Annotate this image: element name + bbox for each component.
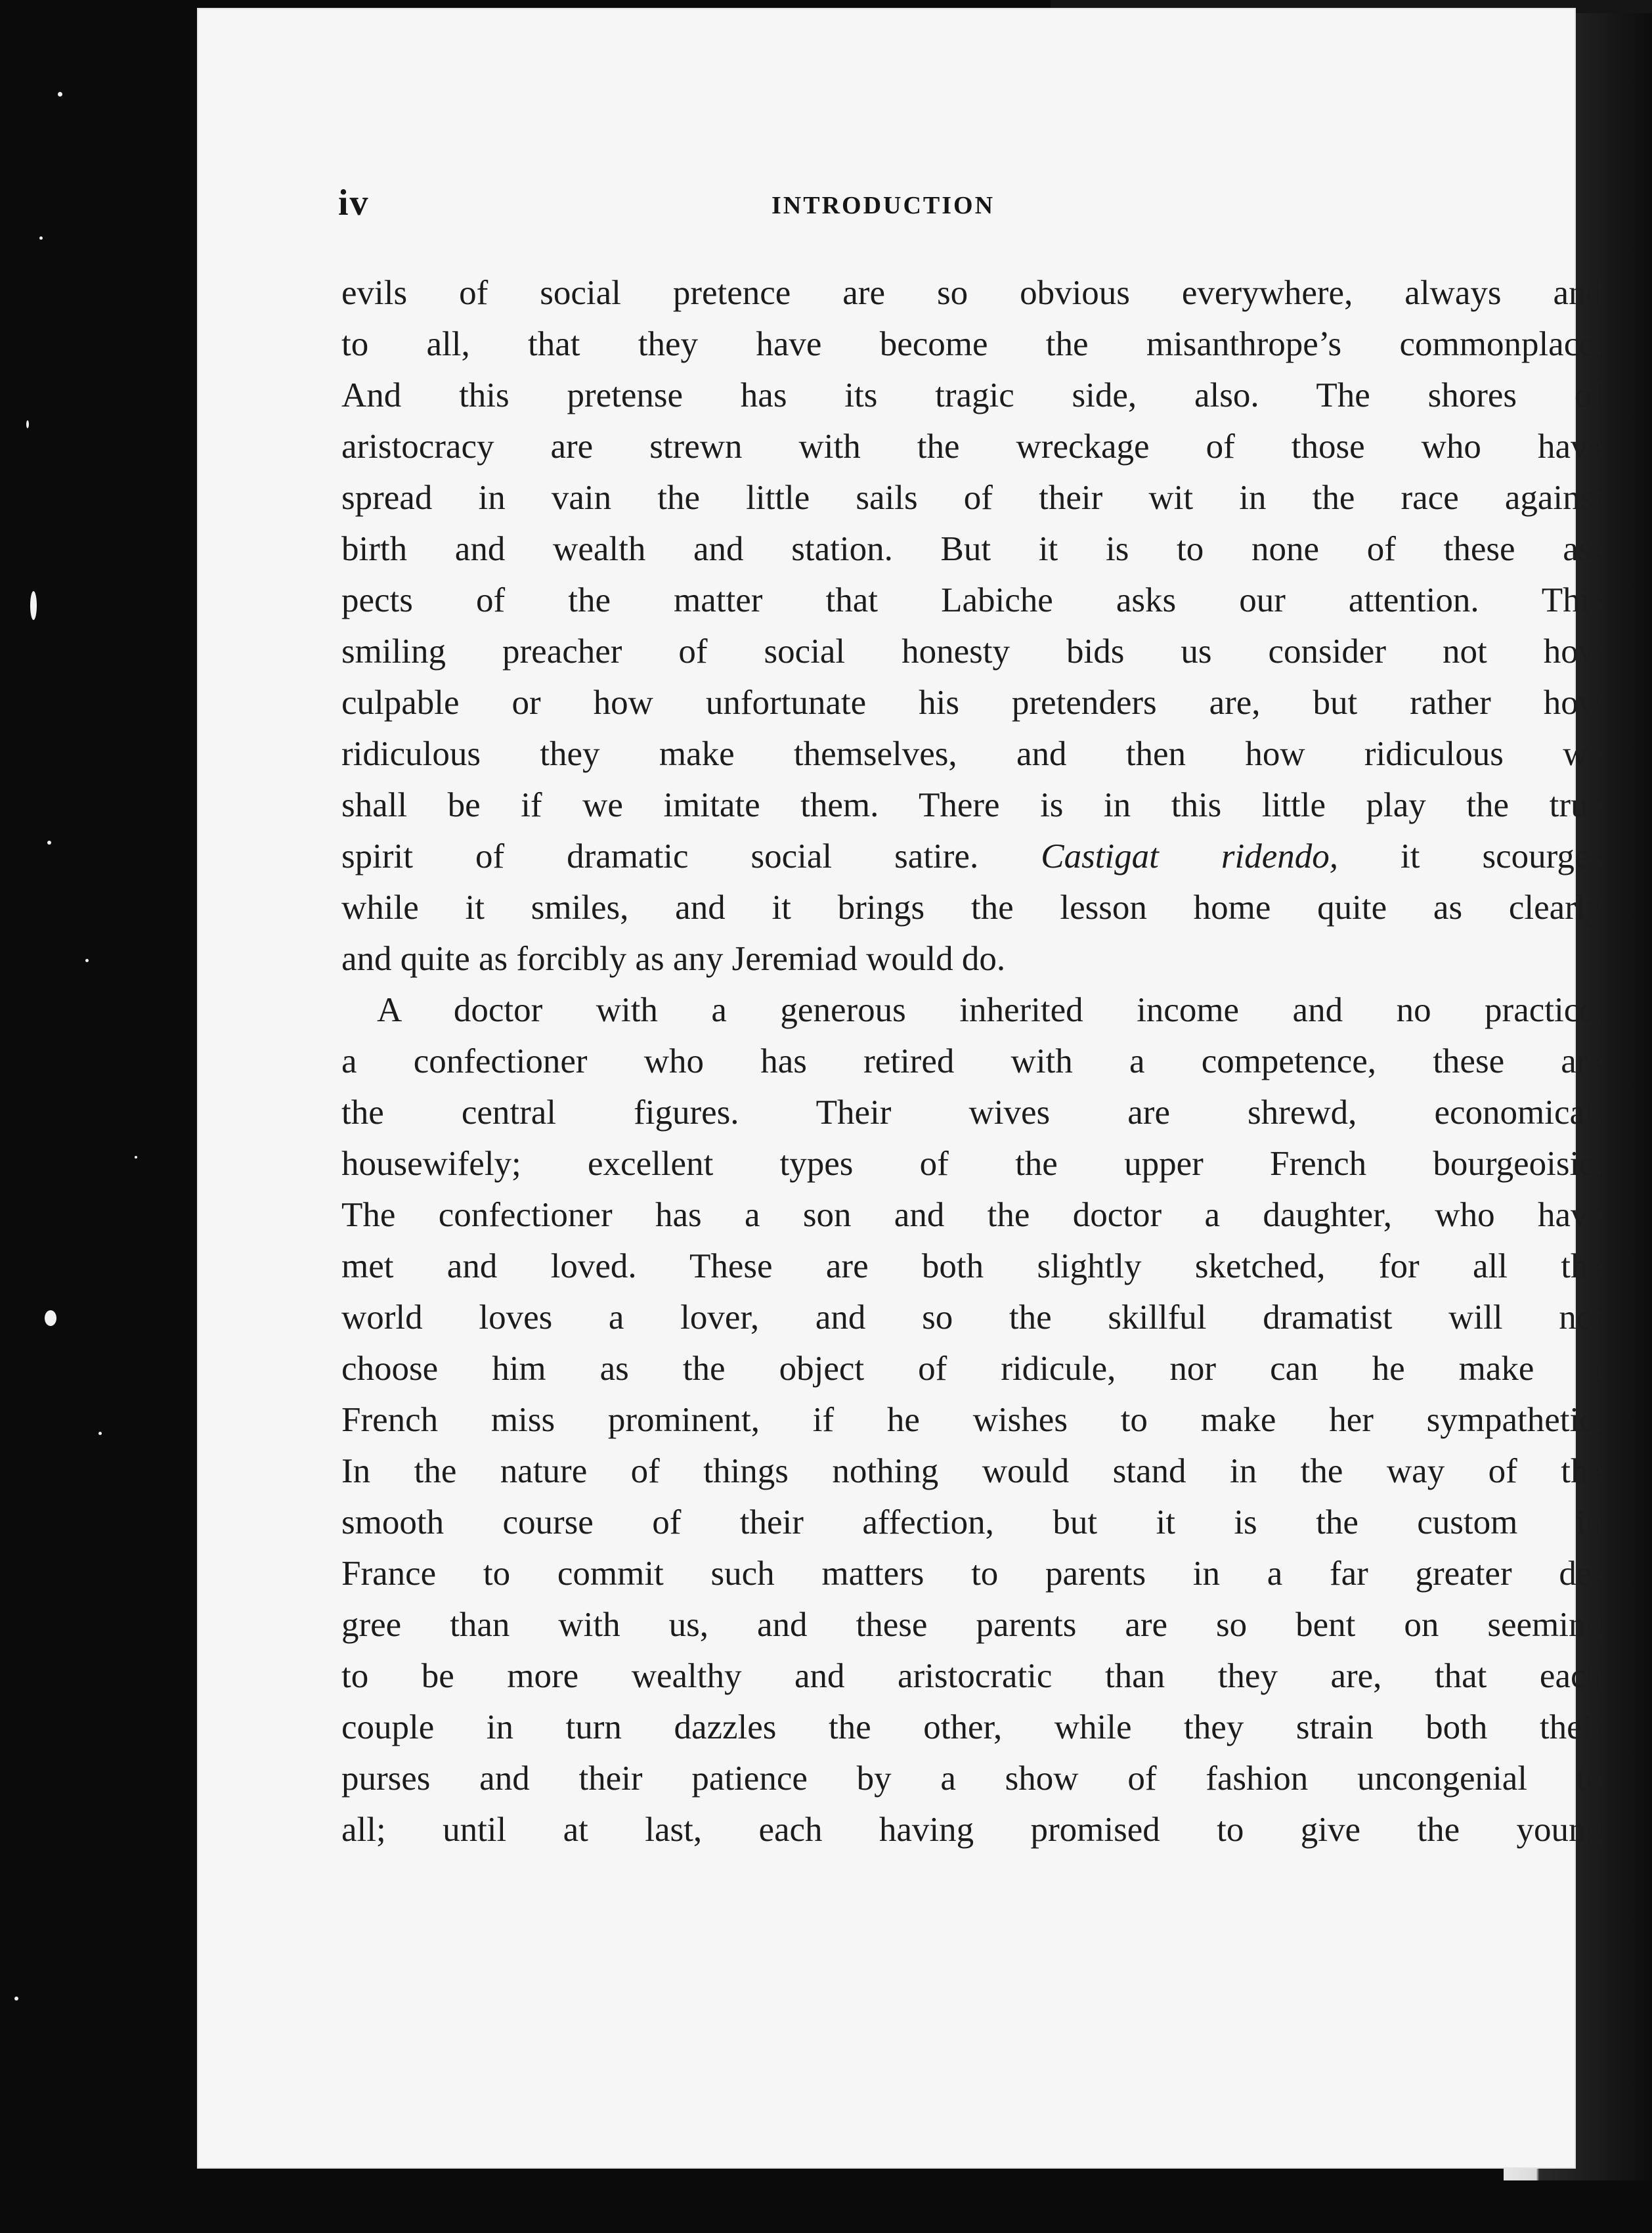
text-line: A doctor with a generous inherited income and no practice, [377, 991, 1603, 1029]
text-line: to all, that they have become the misanthrope’s commonplace. [341, 325, 1603, 363]
text-line: the central figures. Their wives are shrewd, economical, [341, 1094, 1603, 1132]
text-line: shall be if we imitate them. There is in this little play the true [341, 786, 1603, 824]
page-header [338, 182, 1474, 234]
text-line: And this pretense has its tragic side, also. The shores of [341, 376, 1603, 414]
text-line: choose him as the object of ridicule, nor can he make a [341, 1350, 1603, 1388]
latin-phrase: Castigat ridendo, [1041, 837, 1339, 875]
scan-speck [58, 92, 62, 97]
text-line: to be more wealthy and aristocratic than they are, that each [341, 1657, 1603, 1695]
body-text [341, 267, 1603, 1855]
scan-speck [26, 420, 29, 428]
text-line: spread in vain the little sails of their wit in the race against [341, 479, 1603, 517]
text-line: smooth course of their affection, but it is the custom in [341, 1503, 1603, 1541]
text-line: The confectioner has a son and the doctor a daughter, who have [341, 1196, 1603, 1234]
text-fragment: it scourges [1401, 837, 1603, 875]
text-line-with-italic [341, 831, 1603, 882]
text-line: birth and wealth and station. But it is to none of these as- [341, 530, 1603, 568]
text-line: world loves a lover, and so the skillful dramatist will not [341, 1298, 1603, 1337]
scan-speck [30, 591, 37, 620]
text-line: culpable or how unfortunate his pretenders are, but rather how [341, 684, 1603, 722]
page-number: iv [338, 183, 370, 223]
scan-speck [135, 1156, 137, 1159]
text-line: In the nature of things nothing would stand in the way of the [341, 1452, 1603, 1490]
text-line: and quite as forcibly as any Jeremiad would do. [341, 940, 1006, 978]
text-line: while it smiles, and it brings the lesson home quite as clearly [341, 889, 1603, 927]
text-line: couple in turn dazzles the other, while they strain both their [341, 1708, 1603, 1746]
book-page [197, 8, 1603, 2169]
text-line: pects of the matter that Labiche asks our attention. This [341, 581, 1603, 619]
text-fragment: spirit of dramatic social satire. [341, 837, 979, 875]
text-line: purses and their patience by a show of fashion uncongenial to [341, 1759, 1603, 1798]
text-line: French miss prominent, if he wishes to make her sympathetic. [341, 1401, 1603, 1439]
text-line: evils of social pretence are so obvious everywhere, always and [341, 274, 1603, 312]
running-title: INTRODUCTION [772, 192, 995, 219]
text-line: all; until at last, each having promised to give the young [341, 1811, 1603, 1849]
scan-speck [39, 236, 43, 240]
text-line: met and loved. These are both slightly sketched, for all the [341, 1247, 1603, 1285]
text-line: ridiculous they make themselves, and then how ridiculous we [341, 735, 1603, 773]
text-line: aristocracy are strewn with the wreckage of those who have [341, 428, 1603, 466]
scan-speck [85, 959, 89, 962]
text-line: France to commit such matters to parents in a far greater de- [341, 1555, 1603, 1593]
text-line: a confectioner who has retired with a competence, these are [341, 1042, 1603, 1080]
text-line: gree than with us, and these parents are so bent on seeming [341, 1606, 1603, 1644]
scan-speck [14, 1997, 18, 2001]
text-line: smiling preacher of social honesty bids us consider not how [341, 632, 1603, 671]
text-line: housewifely; excellent types of the upper French bourgeoisie. [341, 1145, 1603, 1183]
scan-speck [45, 1310, 56, 1326]
scan-speck [47, 841, 51, 845]
scan-speck [98, 1432, 102, 1435]
